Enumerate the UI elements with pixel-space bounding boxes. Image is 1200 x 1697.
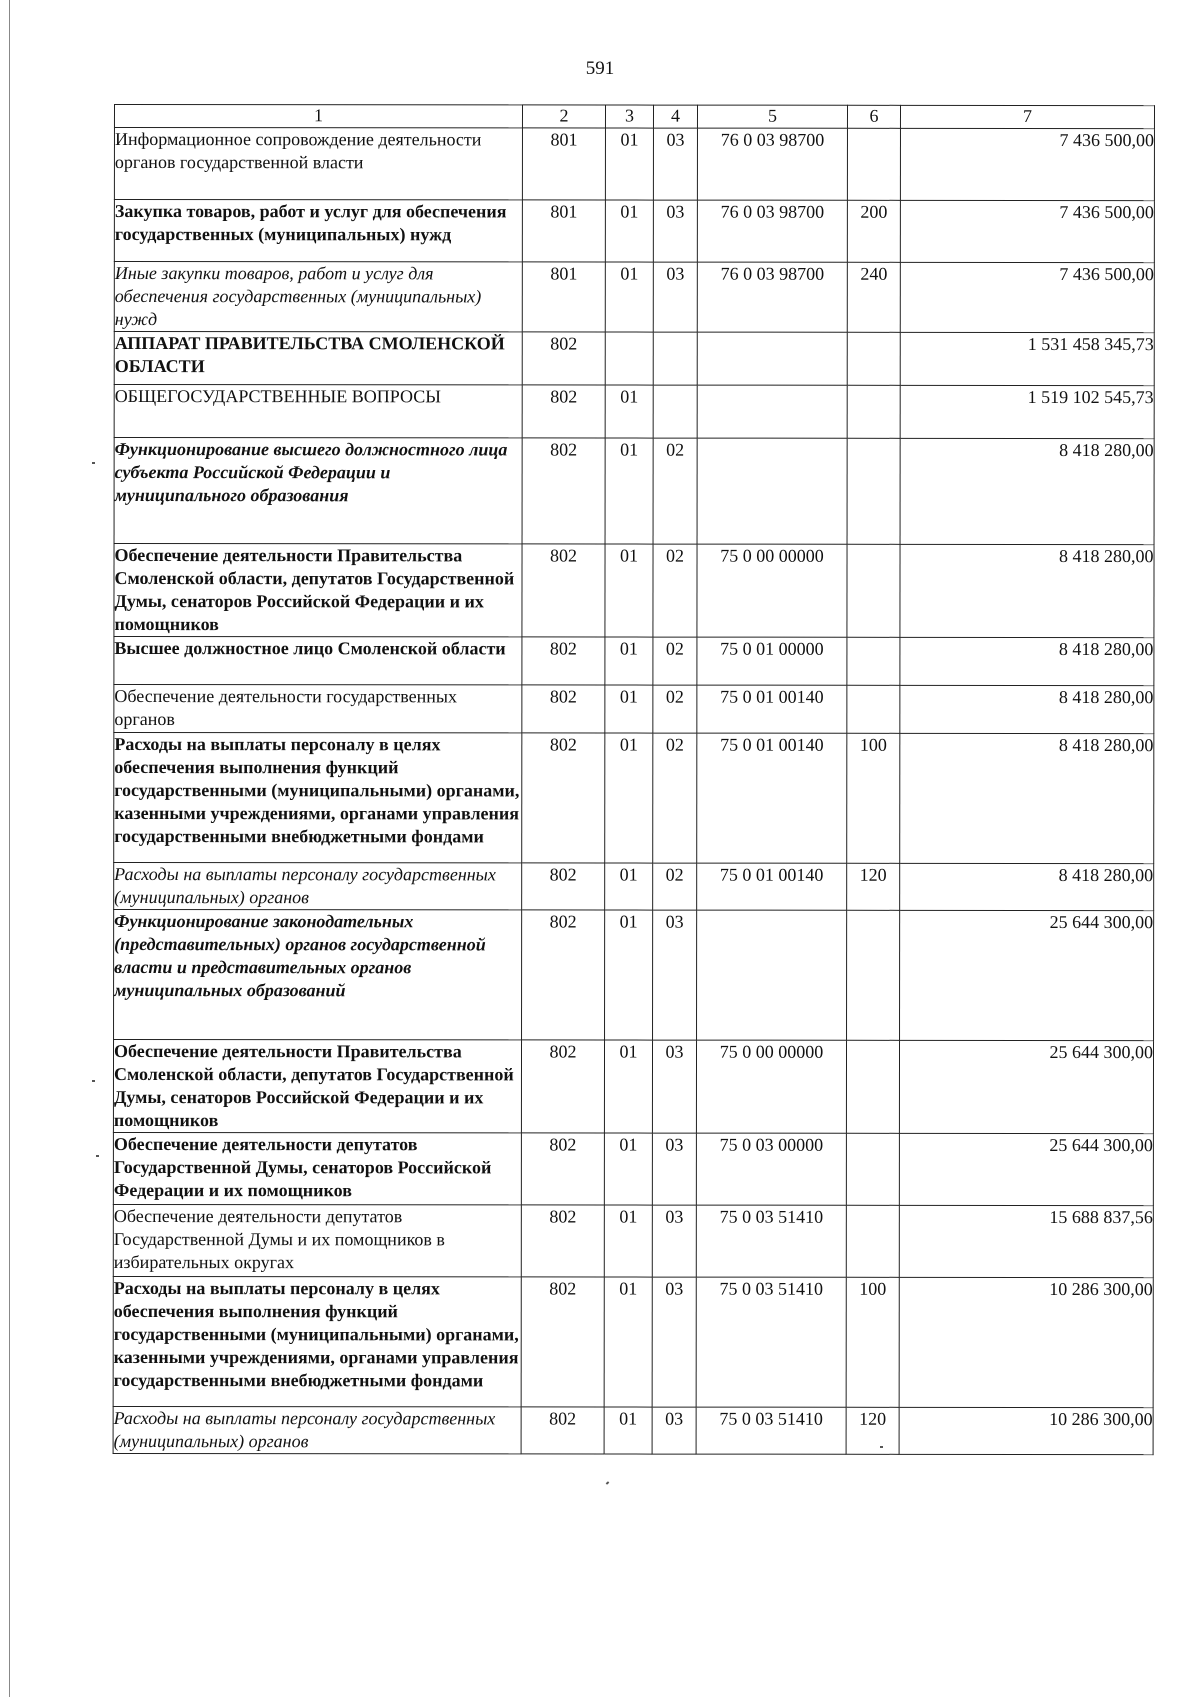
header-cell: 6 (847, 105, 900, 128)
header-cell: 2 (522, 105, 605, 128)
row-gov-code-cell: 801 (522, 200, 605, 262)
header-row (114, 105, 1154, 129)
row-amount-cell: 10 286 300,00 (899, 1277, 1153, 1407)
row-target-article-cell (697, 332, 847, 385)
scan-speck (96, 1155, 99, 1157)
row-name-cell: Иные закупки товаров, работ и услуг для обеспечения государственных (муниципальных) нужд (114, 262, 522, 332)
row-name-cell: Закупка товаров, работ и услуг для обеспечения государственных (муниципальных) нужд (114, 200, 522, 262)
row-gov-code-cell: 802 (521, 1205, 604, 1277)
row-name-cell: Обеспечение деятельности депутатов Государственной Думы и их помощников в избирательных округах (113, 1204, 521, 1276)
table-row (114, 685, 1154, 734)
row-name-cell: Обеспечение деятельности государственных органов (114, 685, 522, 733)
row-name-cell: Обеспечение деятельности Правительства Смоленской области, депутатов Государственной Думы, сенаторов Российской Федерации и их помощников (114, 544, 522, 637)
row-amount-cell: 8 418 280,00 (900, 544, 1154, 637)
row-section-cell: 01 (605, 685, 653, 733)
row-section-cell: 01 (605, 544, 653, 637)
table-row (113, 1406, 1153, 1454)
row-target-article-cell (697, 385, 847, 438)
row-subsection-cell: 02 (653, 733, 697, 863)
header-cell: 1 (114, 105, 522, 128)
row-section-cell: 01 (605, 637, 653, 685)
row-expense-type-cell (847, 438, 900, 544)
table-row (114, 733, 1154, 864)
row-amount-cell: 7 436 500,00 (900, 128, 1154, 200)
row-name-cell: Расходы на выплаты персоналу в целях обеспечения выполнения функций государственными (муниципальными) органами, казенными учреждениями, органами управления государственными внебюджетными фондами (113, 1276, 521, 1406)
row-gov-code-cell: 802 (522, 438, 605, 544)
row-amount-cell: 10 286 300,00 (899, 1407, 1153, 1454)
row-amount-cell: 8 418 280,00 (900, 733, 1154, 863)
row-amount-cell: 1 519 102 545,73 (900, 385, 1154, 438)
row-amount-cell: 15 688 837,56 (899, 1205, 1153, 1277)
row-amount-cell: 8 418 280,00 (900, 863, 1154, 910)
row-section-cell: 01 (605, 733, 653, 863)
row-expense-type-cell: 100 (846, 1277, 899, 1407)
row-subsection-cell: 03 (652, 1040, 696, 1133)
budget-table (113, 104, 1155, 1455)
row-subsection-cell: 03 (653, 262, 697, 332)
row-target-article-cell: 75 0 01 00140 (697, 733, 847, 863)
table-row (114, 332, 1154, 386)
row-name-cell: Обеспечение деятельности Правительства Смоленской области, депутатов Государственной Думы, сенаторов Российской Федерации и их помощников (113, 1040, 521, 1133)
row-amount-cell: 25 644 300,00 (899, 1133, 1153, 1205)
row-section-cell: 01 (605, 438, 653, 544)
row-target-article-cell: 75 0 01 00000 (697, 637, 847, 685)
table-row (114, 438, 1154, 545)
row-expense-type-cell: 200 (847, 200, 900, 262)
scan-edge-line (9, 0, 10, 1697)
row-expense-type-cell (847, 128, 900, 200)
table-row (114, 863, 1154, 911)
row-gov-code-cell: 802 (521, 1277, 604, 1407)
row-section-cell: 01 (605, 385, 653, 438)
row-section-cell (605, 332, 653, 385)
table-row (114, 385, 1154, 439)
row-subsection-cell: 03 (652, 1205, 696, 1277)
table-row (114, 128, 1154, 201)
row-target-article-cell: 75 0 03 51410 (696, 1407, 846, 1454)
table-row (114, 544, 1154, 638)
scan-speck (92, 462, 95, 464)
row-amount-cell: 8 418 280,00 (900, 685, 1154, 733)
row-section-cell: 01 (605, 200, 653, 262)
row-gov-code-cell: 802 (522, 637, 605, 685)
row-subsection-cell: 03 (652, 1133, 696, 1205)
row-subsection-cell: 03 (652, 1277, 696, 1407)
table-row (113, 1040, 1153, 1134)
row-amount-cell: 8 418 280,00 (900, 637, 1154, 685)
row-name-cell: ОБЩЕГОСУДАРСТВЕННЫЕ ВОПРОСЫ (114, 385, 522, 438)
table-row (113, 1133, 1153, 1206)
row-target-article-cell: 76 0 03 98700 (697, 200, 847, 262)
row-name-cell: Обеспечение деятельности депутатов Государственной Думы, сенаторов Российской Федерации и их помощников (113, 1133, 521, 1205)
row-name-cell: Расходы на выплаты персоналу государственных (муниципальных) органов (114, 863, 522, 910)
row-target-article-cell: 75 0 03 51410 (696, 1277, 846, 1407)
row-gov-code-cell: 802 (522, 685, 605, 733)
row-expense-type-cell (846, 1133, 899, 1205)
row-expense-type-cell (847, 637, 900, 685)
row-expense-type-cell: 120 (846, 1407, 899, 1454)
row-expense-type-cell: 120 (847, 863, 900, 910)
row-subsection-cell (653, 332, 697, 385)
row-subsection-cell: 03 (653, 200, 697, 262)
row-section-cell: 01 (605, 128, 653, 200)
row-subsection-cell: 02 (653, 637, 697, 685)
row-gov-code-cell: 802 (522, 385, 605, 438)
row-target-article-cell (697, 438, 847, 544)
row-name-cell: Расходы на выплаты персоналу в целях обеспечения выполнения функций государственными (муниципальными) органами, казенными учреждениями, органами управления государственными внебюджетными фондами (114, 733, 522, 863)
row-expense-type-cell: 240 (847, 262, 900, 332)
table-row (114, 910, 1154, 1041)
row-name-cell: Расходы на выплаты персоналу государственных (муниципальных) органов (113, 1406, 521, 1453)
table-row (114, 200, 1154, 263)
row-subsection-cell: 02 (653, 438, 697, 544)
table-body (113, 128, 1154, 1455)
row-expense-type-cell (846, 1205, 899, 1277)
row-subsection-cell: 03 (652, 1407, 696, 1454)
row-section-cell: 01 (604, 1040, 652, 1133)
row-target-article-cell: 76 0 03 98700 (697, 128, 847, 200)
row-name-cell: Информационное сопровождение деятельности органов государственной власти (114, 128, 522, 200)
page-number: 591 (585, 58, 615, 79)
row-target-article-cell: 75 0 00 00000 (697, 544, 847, 637)
header-cell: 4 (653, 105, 697, 128)
row-expense-type-cell (847, 685, 900, 733)
header-cell: 3 (605, 105, 653, 128)
row-target-article-cell (697, 910, 847, 1040)
table-row (114, 637, 1154, 686)
row-expense-type-cell (847, 385, 900, 438)
row-section-cell: 01 (605, 863, 653, 910)
row-expense-type-cell (847, 332, 900, 385)
row-subsection-cell: 02 (653, 685, 697, 733)
row-target-article-cell: 75 0 01 00140 (697, 863, 847, 910)
row-gov-code-cell: 802 (522, 863, 605, 910)
row-section-cell: 01 (605, 262, 653, 332)
row-section-cell: 01 (605, 910, 653, 1040)
row-target-article-cell: 75 0 03 00000 (696, 1133, 846, 1205)
row-target-article-cell: 75 0 01 00140 (697, 685, 847, 733)
row-expense-type-cell (847, 910, 900, 1040)
header-cell: 5 (697, 105, 847, 128)
row-section-cell: 01 (604, 1277, 652, 1407)
row-name-cell: Функционирование законодательных (представительных) органов государственной власти и представительных органов муниципальных образований (114, 910, 522, 1040)
header-cell: 7 (900, 105, 1154, 128)
row-subsection-cell: 02 (653, 544, 697, 637)
row-subsection-cell: 03 (653, 910, 697, 1040)
row-gov-code-cell: 802 (522, 733, 605, 863)
table-row (114, 262, 1154, 333)
row-gov-code-cell: 802 (521, 1133, 604, 1205)
scan-speck (92, 1080, 95, 1082)
row-gov-code-cell: 802 (522, 910, 605, 1040)
row-subsection-cell: 03 (653, 128, 697, 200)
row-name-cell: Функционирование высшего должностного лица субъекта Российской Федерации и муниципального образования (114, 438, 522, 544)
row-gov-code-cell: 801 (522, 262, 605, 332)
scan-speck (880, 1446, 883, 1448)
row-amount-cell: 8 418 280,00 (900, 438, 1154, 544)
row-target-article-cell: 75 0 03 51410 (696, 1205, 846, 1277)
row-target-article-cell: 75 0 00 00000 (696, 1040, 846, 1133)
row-name-cell: Высшее должностное лицо Смоленской области (114, 637, 522, 685)
row-amount-cell: 25 644 300,00 (899, 1040, 1153, 1133)
scan-speck (606, 1481, 610, 1484)
table-row (113, 1276, 1153, 1407)
row-expense-type-cell: 100 (847, 733, 900, 863)
row-section-cell: 01 (604, 1407, 652, 1454)
row-gov-code-cell: 801 (522, 128, 605, 200)
row-gov-code-cell: 802 (522, 332, 605, 385)
row-gov-code-cell: 802 (522, 544, 605, 637)
row-target-article-cell: 76 0 03 98700 (697, 262, 847, 332)
row-section-cell: 01 (604, 1205, 652, 1277)
row-subsection-cell: 02 (653, 863, 697, 910)
row-amount-cell: 25 644 300,00 (900, 910, 1154, 1040)
row-amount-cell: 1 531 458 345,73 (900, 332, 1154, 385)
row-expense-type-cell (846, 1040, 899, 1133)
row-amount-cell: 7 436 500,00 (900, 262, 1154, 332)
row-expense-type-cell (847, 544, 900, 637)
row-section-cell: 01 (604, 1133, 652, 1205)
row-gov-code-cell: 802 (521, 1407, 604, 1454)
row-subsection-cell (653, 385, 697, 438)
table-row (113, 1204, 1153, 1277)
row-gov-code-cell: 802 (521, 1040, 604, 1133)
row-amount-cell: 7 436 500,00 (900, 200, 1154, 262)
row-name-cell: АППАРАТ ПРАВИТЕЛЬСТВА СМОЛЕНСКОЙ ОБЛАСТИ (114, 332, 522, 385)
